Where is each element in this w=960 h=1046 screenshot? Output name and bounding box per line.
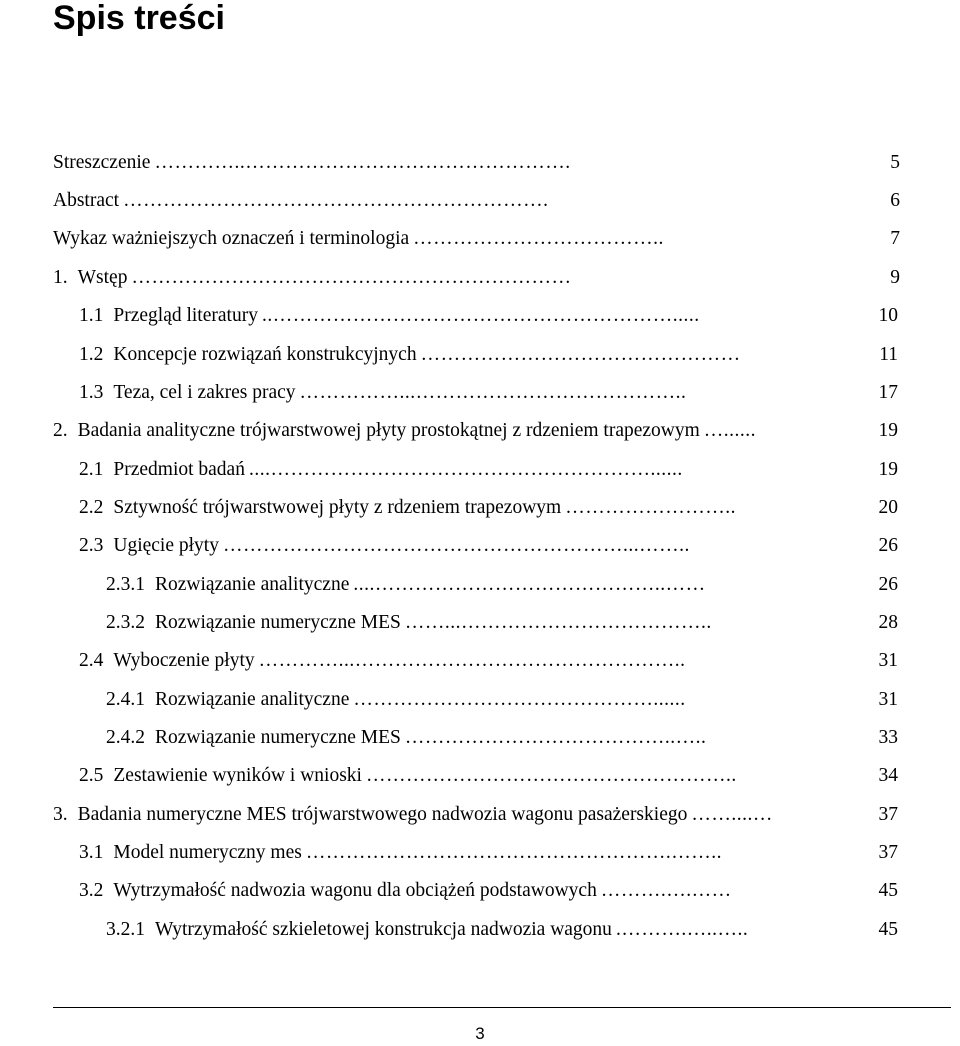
toc-entry-number: 3.1	[79, 842, 104, 863]
toc-entry-label: Rozwiązanie numeryczne MES	[155, 727, 401, 748]
toc-entry[interactable]	[79, 297, 898, 335]
toc-entry-label: Ugięcie płyty	[113, 535, 219, 556]
toc-entry-number: 2.5	[79, 765, 104, 786]
toc-entry-label: Badania analityczne trójwarstwowej płyty prostokątnej z rdzeniem trapezowym	[77, 420, 700, 441]
toc-entry-label: Przedmiot badań	[113, 459, 245, 480]
toc-entry[interactable]	[53, 144, 900, 182]
toc-entry[interactable]	[106, 911, 898, 949]
toc-entry[interactable]	[79, 834, 898, 872]
toc-entry-number: 2.4.2	[106, 727, 145, 748]
toc-entry[interactable]	[53, 412, 898, 450]
toc-entry-page: 17	[878, 382, 898, 403]
toc-entry-label: Rozwiązanie analityczne	[155, 689, 350, 710]
toc-entry-number: 1.	[53, 267, 68, 288]
toc-entry[interactable]	[79, 336, 898, 374]
toc-entry-number: 2.3	[79, 535, 104, 556]
toc-entry-page: 26	[878, 574, 898, 595]
toc-leader-dots: …………………………………………	[420, 344, 741, 365]
toc-leader-dots: …………...…………………………………………..	[258, 650, 686, 671]
toc-leader-dots: …………..………………………………………….	[154, 152, 571, 173]
toc-entry-number: 3.2.1	[106, 919, 145, 940]
toc-entry-number: 3.2	[79, 880, 104, 901]
toc-entry-label: Wyboczenie płyty	[113, 650, 255, 671]
toc-entry-number: 2.2	[79, 497, 104, 518]
toc-entry-label: Wykaz ważniejszych oznaczeń i terminologia	[53, 228, 410, 249]
toc-leader-dots: …………………………………………………………	[131, 267, 572, 288]
toc-entry-label: Wstęp	[77, 267, 128, 288]
toc-entry-label: Badania numeryczne MES trójwarstwowego nadwozia wagonu pasażerskiego	[77, 804, 688, 825]
toc-entry-label: Teza, cel i zakres pracy	[113, 382, 296, 403]
toc-entry-page: 19	[878, 420, 898, 441]
toc-leader-dots: .……….…..…..	[615, 919, 749, 940]
toc-entry-page: 28	[878, 612, 898, 633]
toc-entry[interactable]	[53, 182, 900, 220]
toc-leader-dots: ……....…	[691, 804, 773, 825]
toc-leader-dots: ………………………………………………..	[365, 765, 737, 786]
toc-entry-page: 10	[878, 305, 898, 326]
toc-entry[interactable]	[53, 220, 900, 258]
toc-entry[interactable]	[106, 604, 898, 642]
toc-entry[interactable]	[106, 566, 898, 604]
toc-entry-label: Rozwiązanie analityczne	[155, 574, 350, 595]
toc-entry-number: 2.1	[79, 459, 104, 480]
toc-entry[interactable]	[79, 757, 898, 795]
toc-entry-number: 2.4.1	[106, 689, 145, 710]
toc-entry-page: 6	[890, 190, 900, 211]
toc-entry-label: Sztywność trójwarstwowej płyty z rdzeniem trapezowym	[113, 497, 562, 518]
toc-entry-page: 20	[878, 497, 898, 518]
toc-entry-number: 1.2	[79, 344, 104, 365]
toc-entry-number: 2.3.1	[106, 574, 145, 595]
toc-entry-page: 45	[878, 919, 898, 940]
toc-leader-dots: ……………………………………………………...……..	[222, 535, 690, 556]
toc-entry[interactable]	[79, 489, 898, 527]
toc-entry-page: 5	[890, 152, 900, 173]
toc-leader-dots: ……………………………………………….……..	[305, 842, 722, 863]
toc-leader-dots: ..…………………………………………………….....	[261, 305, 700, 326]
toc-entry-page: 19	[878, 459, 898, 480]
toc-leader-dots: ....…………………………………………………......	[248, 459, 683, 480]
toc-leader-dots: ……………………..	[565, 497, 736, 518]
toc-entry-page: 31	[878, 689, 898, 710]
page-title: Spis treści	[53, 0, 225, 37]
toc-leader-dots: …………………………………..…..	[404, 727, 707, 748]
toc-entry-label: Zestawienie wyników i wnioski	[113, 765, 362, 786]
toc-entry-label: Wytrzymałość nadwozia wagonu dla obciążeń podstawowych	[113, 880, 597, 901]
toc-entry-page: 11	[879, 344, 898, 365]
toc-entry[interactable]	[79, 451, 898, 489]
toc-entry-number: 3.	[53, 804, 68, 825]
toc-leader-dots: ………………………………………......	[353, 689, 686, 710]
toc-leader-dots: ……….….……	[600, 880, 732, 901]
toc-entry-label: Model numeryczny mes	[113, 842, 302, 863]
toc-leader-dots: …......	[703, 420, 757, 441]
toc-entry[interactable]	[79, 527, 898, 565]
toc-entry-label: Wytrzymałość szkieletowej konstrukcja nadwozia wagonu	[155, 919, 612, 940]
toc-entry-page: 7	[890, 228, 900, 249]
page-number: 3	[475, 1024, 485, 1043]
toc-entry-page: 9	[890, 267, 900, 288]
toc-entry[interactable]	[53, 796, 898, 834]
toc-entry[interactable]	[106, 719, 898, 757]
toc-entry-number: 2.	[53, 420, 68, 441]
toc-leader-dots: ………………………………..	[413, 228, 664, 249]
toc-entry-page: 33	[878, 727, 898, 748]
toc-entry-label: Abstract	[53, 190, 120, 211]
toc-entry-label: Streszczenie	[53, 152, 151, 173]
toc-entry-number: 2.4	[79, 650, 104, 671]
toc-entry-label: Przegląd literatury	[113, 305, 258, 326]
toc-entry[interactable]	[106, 681, 898, 719]
toc-entry-page: 26	[878, 535, 898, 556]
toc-entry[interactable]	[79, 642, 898, 680]
toc-entry-number: 2.3.2	[106, 612, 145, 633]
toc-leader-dots: ……………………………………………………….	[123, 190, 549, 211]
toc-entry-page: 45	[878, 880, 898, 901]
footer-divider	[53, 1007, 951, 1008]
toc-leader-dots: ……...………………………………..	[404, 612, 712, 633]
toc-entry-number: 1.3	[79, 382, 104, 403]
toc-entry-page: 34	[878, 765, 898, 786]
toc-entry-label: Koncepcje rozwiązań konstrukcyjnych	[113, 344, 417, 365]
toc-entry-page: 37	[878, 842, 898, 863]
toc-entry-page: 37	[878, 804, 898, 825]
toc-entry[interactable]	[53, 259, 900, 297]
toc-entry-page: 31	[878, 650, 898, 671]
toc-entry-number: 1.1	[79, 305, 104, 326]
toc-leader-dots: ....……………………………………..……	[353, 574, 706, 595]
toc-entry[interactable]	[79, 872, 898, 910]
toc-entry[interactable]	[79, 374, 898, 412]
toc-entry-label: Rozwiązanie numeryczne MES	[155, 612, 401, 633]
toc-leader-dots: ……………...…………………………………..	[299, 382, 687, 403]
